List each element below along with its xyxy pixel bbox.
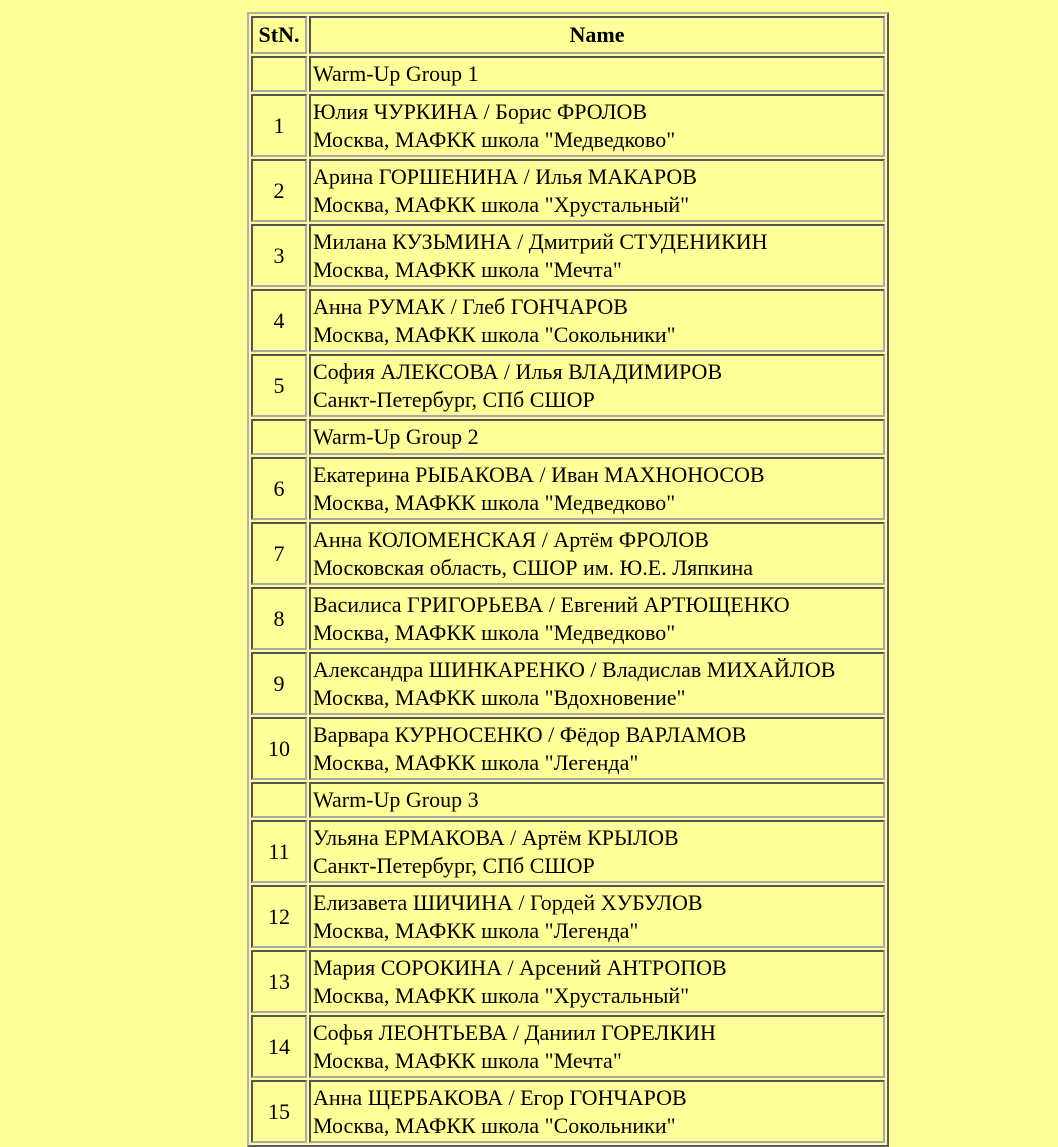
club-name: Москва, МАФКК школа "Вдохновение" — [313, 684, 686, 710]
skater-row — [251, 1015, 885, 1078]
skater-cell — [309, 820, 885, 883]
skater-row — [251, 587, 885, 650]
skater-row — [251, 289, 885, 352]
pair-names: Анна КОЛОМЕНСКАЯ / Артём ФРОЛОВ — [313, 526, 709, 552]
header-stn: StN. — [251, 16, 307, 54]
skater-row — [251, 820, 885, 883]
skater-cell — [309, 950, 885, 1013]
club-name: Москва, МАФКК школа "Легенда" — [313, 917, 639, 943]
group-stn-cell — [251, 782, 307, 818]
skater-cell — [309, 159, 885, 222]
start-number: 12 — [251, 885, 307, 948]
club-name: Санкт-Петербург, СПб СШОР — [313, 852, 595, 878]
skater-row — [251, 1080, 885, 1143]
club-name: Москва, МАФКК школа "Мечта" — [313, 256, 622, 282]
skater-row — [251, 885, 885, 948]
skater-cell — [309, 522, 885, 585]
pair-names: Ульяна ЕРМАКОВА / Артём КРЫЛОВ — [313, 824, 679, 850]
start-number: 7 — [251, 522, 307, 585]
start-number: 6 — [251, 457, 307, 520]
start-number: 5 — [251, 354, 307, 417]
warmup-group-row — [251, 419, 885, 455]
skater-cell — [309, 289, 885, 352]
pair-names: Екатерина РЫБАКОВА / Иван МАХНОНОСОВ — [313, 461, 765, 487]
club-name: Москва, МАФКК школа "Сокольники" — [313, 321, 676, 347]
start-number: 4 — [251, 289, 307, 352]
pair-names: Арина ГОРШЕНИНА / Илья МАКАРОВ — [313, 163, 697, 189]
start-number: 2 — [251, 159, 307, 222]
skater-cell — [309, 354, 885, 417]
group-stn-cell — [251, 419, 307, 455]
skater-row — [251, 717, 885, 780]
pair-names: Анна ЩЕРБАКОВА / Егор ГОНЧАРОВ — [313, 1084, 687, 1110]
start-list-container — [247, 12, 889, 1147]
pair-names: Милана КУЗЬМИНА / Дмитрий СТУДЕНИКИН — [313, 228, 768, 254]
start-list-table — [247, 12, 889, 1147]
club-name: Москва, МАФКК школа "Мечта" — [313, 1047, 622, 1073]
pair-names: Василиса ГРИГОРЬЕВА / Евгений АРТЮЩЕНКО — [313, 591, 790, 617]
start-number: 11 — [251, 820, 307, 883]
skater-cell — [309, 1080, 885, 1143]
club-name: Москва, МАФКК школа "Хрустальный" — [313, 191, 690, 217]
group-stn-cell — [251, 56, 307, 92]
pair-names: Елизавета ШИЧИНА / Гордей ХУБУЛОВ — [313, 889, 703, 915]
pair-names: София АЛЕКСОВА / Илья ВЛАДИМИРОВ — [313, 358, 723, 384]
skater-cell — [309, 652, 885, 715]
skater-cell — [309, 457, 885, 520]
club-name: Московская область, СШОР им. Ю.Е. Ляпкина — [313, 554, 754, 580]
pair-names: Александра ШИНКАРЕНКО / Владислав МИХАЙЛОВ — [313, 656, 836, 682]
skater-cell — [309, 1015, 885, 1078]
skater-row — [251, 159, 885, 222]
pair-names: Мария СОРОКИНА / Арсений АНТРОПОВ — [313, 954, 727, 980]
start-number: 8 — [251, 587, 307, 650]
skater-cell — [309, 224, 885, 287]
pair-names: Юлия ЧУРКИНА / Борис ФРОЛОВ — [313, 98, 648, 124]
club-name: Москва, МАФКК школа "Медведково" — [313, 126, 676, 152]
start-number: 3 — [251, 224, 307, 287]
skater-cell — [309, 94, 885, 157]
skater-row — [251, 950, 885, 1013]
start-number: 14 — [251, 1015, 307, 1078]
club-name: Москва, МАФКК школа "Сокольники" — [313, 1112, 676, 1138]
club-name: Москва, МАФКК школа "Хрустальный" — [313, 982, 690, 1008]
warmup-group-row — [251, 782, 885, 818]
warmup-group-label: Warm-Up Group 3 — [309, 782, 885, 818]
start-list-body — [251, 56, 885, 1143]
skater-row — [251, 94, 885, 157]
skater-row — [251, 652, 885, 715]
start-number: 15 — [251, 1080, 307, 1143]
skater-row — [251, 522, 885, 585]
skater-cell — [309, 885, 885, 948]
start-number: 1 — [251, 94, 307, 157]
warmup-group-label: Warm-Up Group 1 — [309, 56, 885, 92]
header-row — [251, 16, 885, 54]
club-name: Санкт-Петербург, СПб СШОР — [313, 386, 595, 412]
pair-names: Варвара КУРНОСЕНКО / Фёдор ВАРЛАМОВ — [313, 721, 747, 747]
skater-cell — [309, 587, 885, 650]
club-name: Москва, МАФКК школа "Медведково" — [313, 619, 676, 645]
pair-names: Анна РУМАК / Глеб ГОНЧАРОВ — [313, 293, 628, 319]
start-number: 10 — [251, 717, 307, 780]
club-name: Москва, МАФКК школа "Медведково" — [313, 489, 676, 515]
start-number: 9 — [251, 652, 307, 715]
club-name: Москва, МАФКК школа "Легенда" — [313, 749, 639, 775]
skater-cell — [309, 717, 885, 780]
warmup-group-row — [251, 56, 885, 92]
skater-row — [251, 457, 885, 520]
pair-names: Софья ЛЕОНТЬЕВА / Даниил ГОРЕЛКИН — [313, 1019, 716, 1045]
header-name: Name — [309, 16, 885, 54]
skater-row — [251, 354, 885, 417]
warmup-group-label: Warm-Up Group 2 — [309, 419, 885, 455]
start-number: 13 — [251, 950, 307, 1013]
skater-row — [251, 224, 885, 287]
